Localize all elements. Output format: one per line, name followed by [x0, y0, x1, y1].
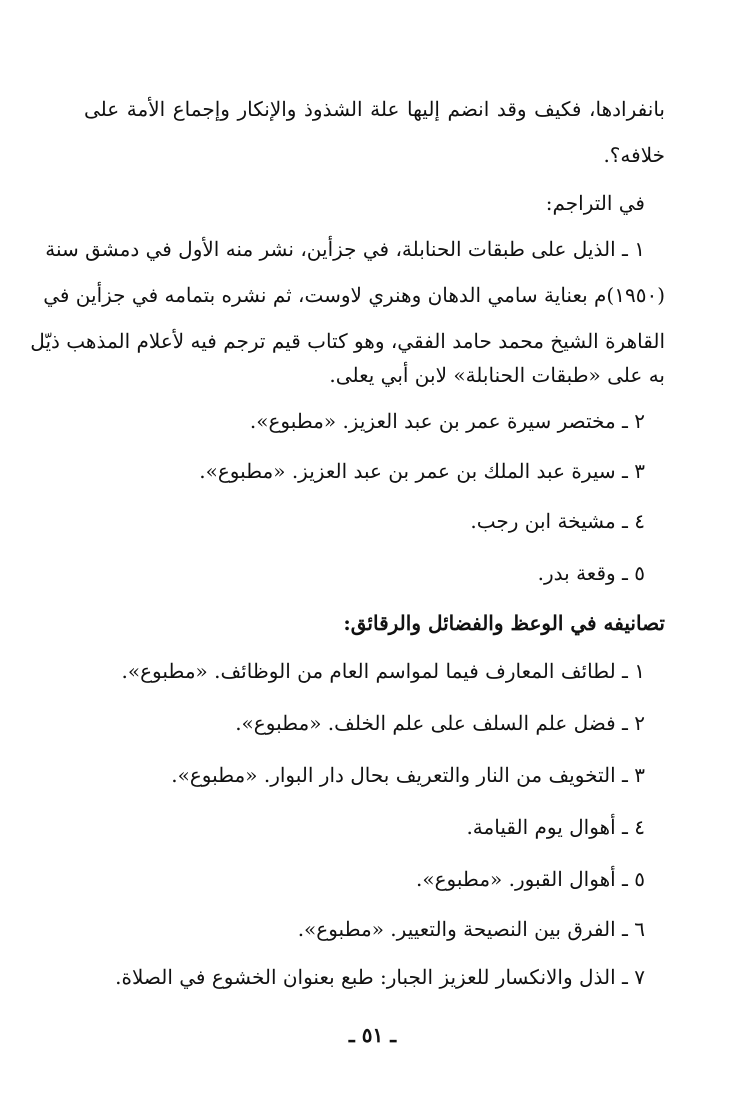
list-item-line: ١ ـ الذيل على طبقات الحنابلة، في جزأين، نشر منه الأول في دمشق سنة	[45, 237, 645, 261]
section-heading-sermons: تصانيفه في الوعظ والفضائل والرقائق:	[343, 611, 665, 635]
paragraph-line: خلافه؟.	[603, 143, 665, 167]
list-item: ٥ ـ أهوال القبور. «مطبوع».	[416, 867, 645, 891]
list-item: ٣ ـ سيرة عبد الملك بن عمر بن عبد العزيز. «مطبوع».	[199, 459, 645, 483]
paragraph-line: بانفرادها، فكيف وقد انضم إليها علة الشذوذ والإنكار وإجماع الأمة على	[84, 97, 665, 121]
section-heading-biographies: في التراجم:	[545, 191, 645, 215]
list-item: ٢ ـ مختصر سيرة عمر بن عبد العزيز. «مطبوع».	[249, 409, 645, 433]
list-item: ١ ـ لطائف المعارف فيما لمواسم العام من الوظائف. «مطبوع».	[121, 659, 645, 683]
list-item-line: (١٩٥٠)م بعناية سامي الدهان وهنري لاوست، ثم نشره بتمامه في جزأين في	[43, 283, 665, 307]
list-item: ٧ ـ الذل والانكسار للعزيز الجبار: طبع بعنوان الخشوع في الصلاة.	[115, 965, 645, 989]
list-item: ٤ ـ مشيخة ابن رجب.	[470, 509, 645, 533]
list-item: ٥ ـ وقعة بدر.	[537, 561, 645, 585]
list-item: ٦ ـ الفرق بين النصيحة والتعيير. «مطبوع».	[297, 917, 645, 941]
page-number: ـ ٥١ ـ	[348, 1023, 397, 1047]
list-item: ٤ ـ أهوال يوم القيامة.	[466, 815, 645, 839]
list-item-line: به على «طبقات الحنابلة» لابن أبي يعلى.	[329, 363, 665, 387]
list-item-line: القاهرة الشيخ محمد حامد الفقي، وهو كتاب قيم ترجم فيه لأعلام المذهب ذيّل	[30, 329, 665, 353]
list-item: ٣ ـ التخويف من النار والتعريف بحال دار البوار. «مطبوع».	[171, 763, 645, 787]
list-item: ٢ ـ فضل علم السلف على علم الخلف. «مطبوع».	[235, 711, 645, 735]
